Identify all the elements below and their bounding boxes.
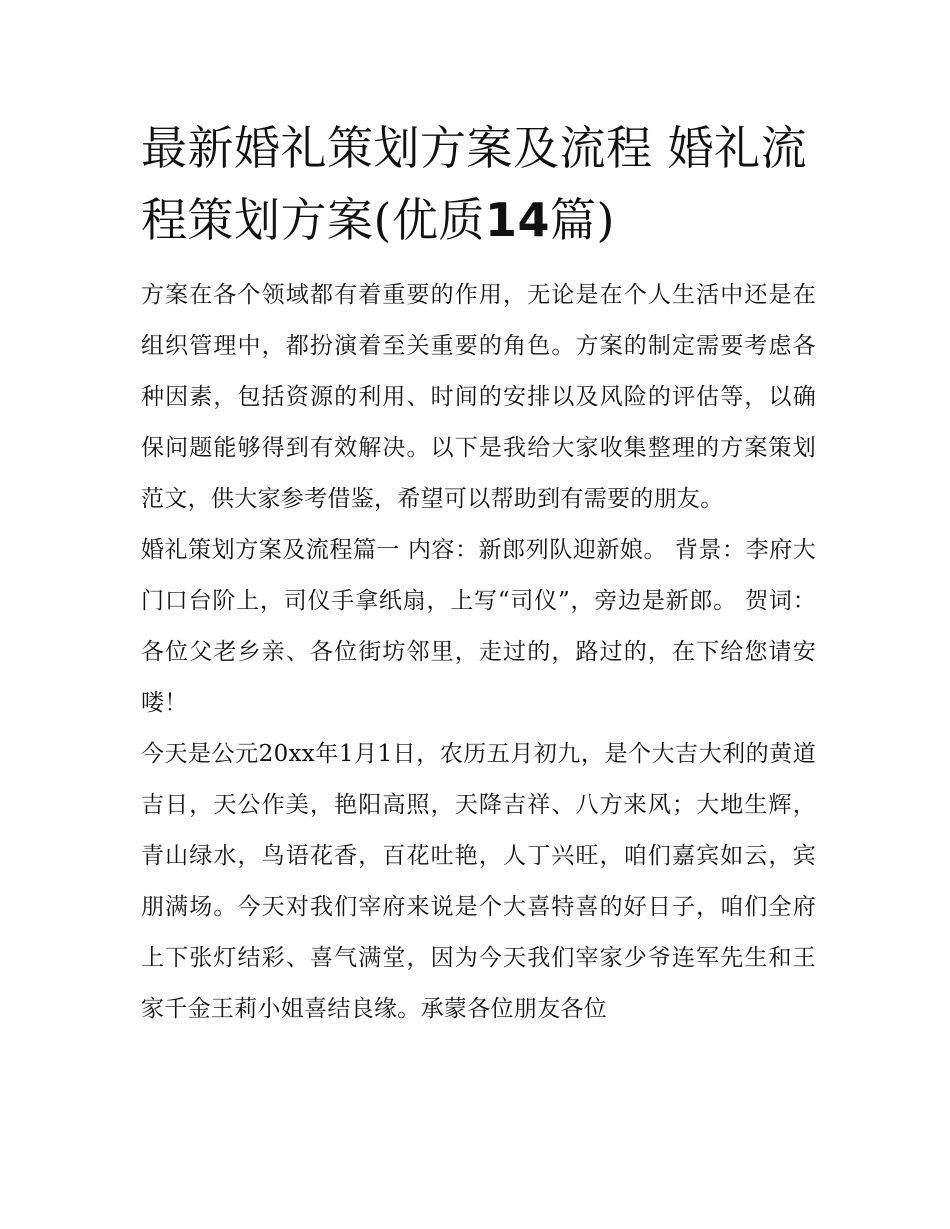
intro-paragraph: 方案在各个领域都有着重要的作用，无论是在个人生活中还是在组织管理中，都扮演着至关重要的角色。方案的制定需要考虑各种因素，包括资源的利用、时间的安排以及风险的评估等，以确保问题能够得到有效解决。以下是我给大家收集整理的方案策划范文，供大家参考借鉴，希望可以帮助到有需要的朋友。 <box>141 282 816 512</box>
document-title <box>141 112 816 256</box>
greeting-paragraph: 今天是公元20xx年1月1日，农历五月初九，是个大吉大利的黄道吉日，天公作美，艳阳高照，天降吉祥、八方来风；大地生辉，青山绿水，鸟语花香，百花吐艳，人丁兴旺，咱们嘉宾如云，宾朋满场。今天对我们宰府来说是个大喜特喜的好日子，咱们全府上下张灯结彩、喜气满堂，因为今天我们宰家少爷连军先生和王家千金王莉小姐喜结良缘。承蒙各位朋友各位 <box>141 741 816 1022</box>
title-number: 14 <box>484 193 550 247</box>
section-one-paragraph: 婚礼策划方案及流程篇一 内容：新郎列队迎新娘。 背景：李府大门口台阶上，司仪手拿纸扇，上写“司仪”，旁边是新郎。 贺词：各位父老乡亲、各位街坊邻里，走过的，路过的，在下给您请安喽！ <box>141 537 816 716</box>
title-text: 最新婚礼策划方案及流程 婚礼流程策划方案(优质 <box>141 121 808 247</box>
title-text-end: 篇) <box>549 193 615 247</box>
document-page <box>141 112 816 1035</box>
